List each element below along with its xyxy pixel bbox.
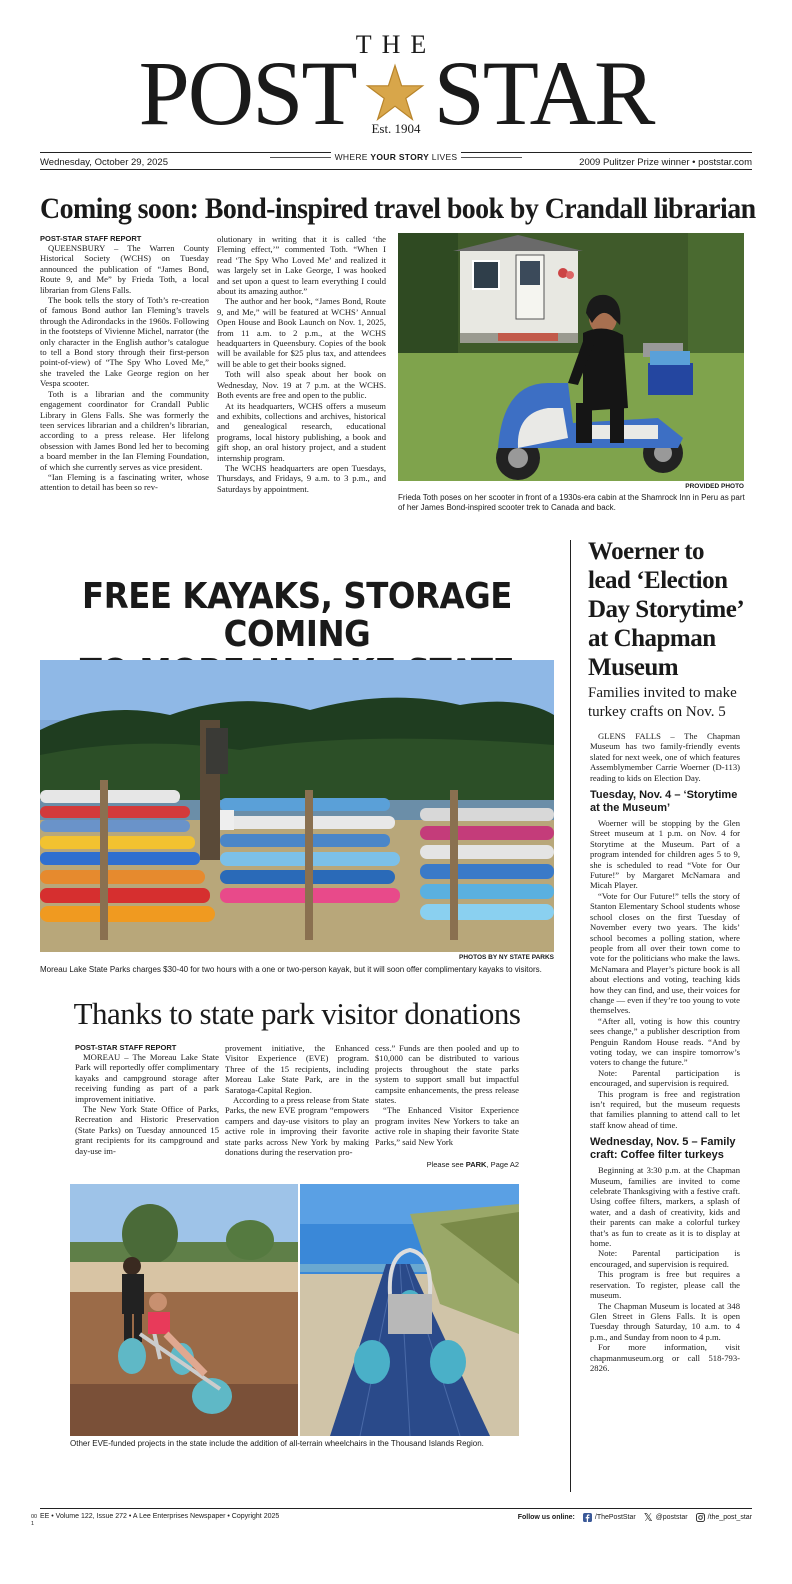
x-icon: 𝕏	[643, 1511, 653, 1524]
masthead-est: Est. 1904	[371, 121, 421, 136]
paragraph: The author and her book, “James Bond, Route 9, and Me,” will be featured at WCHS’ Annual Open House and Book Launch on Nov. 1, 2025, from 11 a.m. to 2 p.m., at the WCHS headquarters in Queensbury. Copies of the book will be available for $25 plus tax, and attendees will be able to get their books signed.	[217, 296, 386, 369]
paragraph: At its headquarters, WCHS offers a museum and exhibits, collections and archives, historical and genealogical research, educational programs, local history publishing, a book and gift shop, an oral history project, and a student internship program.	[217, 400, 386, 463]
paragraph: The New York State Office of Parks, Recreation and Historic Preservation (State Parks) on Tuesday announced 15 grant recipients for its campground and day-use im-	[75, 1104, 219, 1156]
masthead-word-star: STAR	[433, 42, 654, 144]
paragraph: “Ian Fleming is a fascinating writer, whose attention to detail has been so rev-	[40, 471, 209, 493]
paragraph: Note: Parental participation is encouraged, and supervision is required.	[590, 1067, 740, 1089]
paragraph: QUEENSBURY – The Warren County Historical Society (WCHS) on Tuesday announced the publication of “James Bond, Route 9, and Me” by Frieda Toth, a local librarian from Glens Falls.	[40, 243, 209, 295]
woerner-intro	[590, 731, 740, 783]
beach-wheelchair-photo-right[interactable]	[300, 1184, 519, 1436]
paragraph: The WCHS headquarters are open Tuesdays, Thursdays, and Fridays, 9 a.m. to 3 p.m., and Saturdays by appointment.	[217, 462, 386, 494]
kayak-col3-text	[375, 1043, 519, 1147]
lead-caption: Frieda Toth poses on her scooter in front of a 1930s-era cabin at the Shamrock Inn in Peru as part of her James Bond-inspired scooter trek to Canada and back.	[398, 493, 745, 512]
paragraph: “The Enhanced Visitor Experience program invites New Yorkers to take an active role in shaping their favorite State Parks,” said New York	[375, 1105, 519, 1147]
lead-headline[interactable]: Coming soon: Bond-inspired travel book by Crandall librarian	[40, 192, 756, 225]
paragraph: olutionary in writing that it is called ‘the Fleming effect,’” commented Toth. “When I read ‘The Spy Who Loved Me’ and realized it was largely set in Lake George, I was hooked and set upon a quest to learn everything I could about its amazing author.”	[217, 234, 386, 297]
jump-line[interactable]	[375, 1160, 519, 1169]
lead-col1-text	[40, 243, 209, 493]
woerner-deck: Families invited to make turkey crafts on Nov. 5	[588, 685, 737, 720]
kayak-col1-text	[75, 1052, 219, 1156]
kayak-subheadline[interactable]: Thanks to state park visitor donations	[73, 996, 521, 1031]
kayak-byline: POST-STAR STAFF REPORT	[75, 1043, 177, 1052]
instagram-handle: /the_post_star	[707, 1514, 752, 1521]
kayak-photo-credit: PHOTOS BY NY STATE PARKS	[459, 954, 554, 961]
woerner-headline[interactable]: Woerner to lead ‘Election Day Storytime’ at Chapman Museum	[588, 538, 743, 681]
kayak-column-1	[75, 1043, 219, 1173]
masthead-the: THE	[355, 30, 437, 59]
paragraph: Toth is a librarian and the community engagement coordinator for Crandall Public Library in Glens Falls. She was formerly the teen services librarian and a children’s librarian, according to a press release. Her lifelong obsession with James Bond led her to becoming a board member in the Ian Fleming Foundation, of which she currently serves as vice president.	[40, 388, 209, 472]
lead-byline: POST-STAR STAFF REPORT	[40, 234, 142, 243]
paragraph: “Vote for Our Future!” tells the story of Stanton Elementary School students whose school closes on the first Tuesday of November every two years. The kids’ school becomes a polling station, where people from all over their town come to vote for the politicians who make the laws. McNamara and Player’s picture book is all about elections and voting, teaching kids how they can find, and use, their voices for change — even if they’re too young to vote themselves.	[590, 890, 740, 1016]
column-divider	[570, 540, 571, 1492]
jump-post: , Page A2	[486, 1160, 519, 1169]
masthead-rule-bottom	[40, 169, 752, 170]
paragraph: Woerner will be stopping by the Glen Street museum at 1 p.m. on Nov. 4 for Storytime at the Museum. Part of a program intended for children ages 5 to 9, she is scheduled to read “Vote for Our Future!” by Margaret McNamara and Micah Player.	[590, 818, 740, 891]
kayak-photo[interactable]	[40, 660, 554, 952]
paragraph: MOREAU – The Moreau Lake State Park will reportedly offer complimentary kayaks and campground storage after receiving funding as part of a park improvement initiative.	[75, 1052, 219, 1104]
woerner-subhead-2: Wednesday, Nov. 5 – Family craft: Coffee filter turkeys	[590, 1136, 736, 1162]
footer-code-top: 00	[31, 1514, 38, 1520]
kayak-col2-text	[225, 1043, 369, 1157]
paragraph: Toth will also speak about her book on Wednesday, Nov. 19 at 7 p.m. at the WCHS. Both events are free and open to the public.	[217, 369, 386, 401]
lead-photo-credit: PROVIDED PHOTO	[685, 483, 744, 490]
facebook-handle: /ThePostStar	[594, 1514, 636, 1521]
jump-keyword: PARK	[465, 1160, 487, 1169]
beach-wheelchair-photo-left[interactable]	[70, 1184, 298, 1436]
kayak-column-2	[225, 1043, 369, 1173]
woerner-subhead-1: Tuesday, Nov. 4 – ‘Storytime at the Museum’	[590, 789, 738, 815]
footer-rule	[40, 1508, 752, 1509]
footer-info: EE • Volume 122, Issue 272 • A Lee Enterprises Newspaper • Copyright 2025	[40, 1513, 280, 1520]
footer-social	[518, 1513, 752, 1522]
paragraph: Beginning at 3:30 p.m. at the Chapman Museum, families are invited to come celebrate Thanksgiving with a festive craft. Using coffee filters, markers, a splash of water, and a dash of creativity, kids and their parents can make a colorful turkey that’s as fun to create as it is to display at home.	[590, 1165, 740, 1249]
kayak-caption: Moreau Lake State Parks charges $30-40 for two hours with a one or two-person kayak, but it will soon offer complimentary kayaks to visitors.	[40, 965, 542, 974]
follow-label: Follow us online:	[517, 1514, 575, 1521]
issue-date: Wednesday, October 29, 2025	[40, 157, 168, 168]
paragraph: cess.” Funds are then pooled and up to $10,000 can be distributed to various projects throughout the state parks system to support small but impactful campsite enhancements, the press release states.	[375, 1043, 519, 1106]
x-link[interactable]	[644, 1513, 688, 1522]
facebook-icon	[583, 1513, 592, 1522]
paragraph: The Chapman Museum is located at 348 Glen Street in Glens Falls. It is open Tuesday through Saturday, 10 a.m. to 4 p.m., and Sunday from noon to 4 p.m.	[590, 1300, 740, 1342]
instagram-link[interactable]	[696, 1513, 752, 1522]
instagram-icon	[696, 1513, 705, 1522]
woerner-section-1	[590, 818, 740, 1130]
paragraph: This program is free and registration isn’t required, but the museum requests that families planning to attend call to let staff know ahead of time.	[590, 1088, 740, 1130]
scooter-photo[interactable]	[398, 233, 744, 481]
footer-code	[31, 1514, 37, 1528]
footer-code-bottom: 1	[31, 1521, 35, 1527]
woerner-section-2	[590, 1165, 740, 1373]
kayak-headline-line1: FREE KAYAKS, STORAGE COMING	[82, 576, 512, 655]
paragraph: This program is free but requires a reservation. To register, please call the museum.	[590, 1269, 740, 1301]
lead-column-1	[40, 234, 209, 516]
tagline-bold: YOUR STORY	[370, 152, 430, 162]
kayak-bottom-caption: Other EVE-funded projects in the state include the addition of all-terrain wheelchairs in the Thousand Islands Region.	[70, 1439, 484, 1448]
tagline-pre: WHERE	[334, 152, 371, 162]
paragraph: Note: Parental participation is encouraged, and supervision is required.	[590, 1248, 740, 1269]
kayak-column-3	[375, 1043, 519, 1155]
facebook-link[interactable]	[583, 1513, 636, 1522]
paragraph: provement initiative, the Enhanced Visitor Experience (EVE) program. Three of the 15 recipients, including Moreau Lake State Park, are in the Saratoga-Capital Region.	[225, 1043, 369, 1095]
paragraph: GLENS FALLS – The Chapman Museum has two family-friendly events slated for next week, one of which features Assemblymember Carrie Woerner (D-113) reading to kids on Election Day.	[590, 731, 740, 783]
lead-col2-text	[217, 234, 386, 494]
paragraph: The book tells the story of Toth’s re-creation of famous Bond author Ian Fleming’s travels through the Adirondacks in the 1960s. Following in the footsteps of Vivienne Michel, narrator (the only character in the English author’s catalogue to tell a Bond story through their first-person point-of-view) of “The Spy Who Loved Me,” she traveled the Lake George region on her Vespa scooter.	[40, 295, 209, 389]
tagline-post: LIVES	[429, 152, 458, 162]
masthead-right-text[interactable]: 2009 Pulitzer Prize winner • poststar.com	[579, 157, 752, 168]
x-handle: @poststar	[655, 1514, 688, 1521]
paragraph: According to a press release from State Parks, the new EVE program “empowers campers and day-use visitors to play an active role in improving their favorite state parks across New York by making donations during the reservation pro-	[225, 1095, 369, 1158]
jump-pre: Please see	[426, 1160, 466, 1169]
woerner-body	[590, 731, 740, 1493]
paragraph: “After all, voting is how this country sees change,” a publisher description from Penguin Random House reads. “And by voting today, we can inspire tomorrow’s voters to change the future.”	[590, 1015, 740, 1068]
lead-column-2	[217, 234, 386, 516]
masthead-bar	[40, 153, 752, 173]
paragraph: For more information, visit chapmanmuseum.org or call 518-793-2826.	[590, 1342, 740, 1373]
masthead-word-post: POST	[138, 42, 356, 144]
